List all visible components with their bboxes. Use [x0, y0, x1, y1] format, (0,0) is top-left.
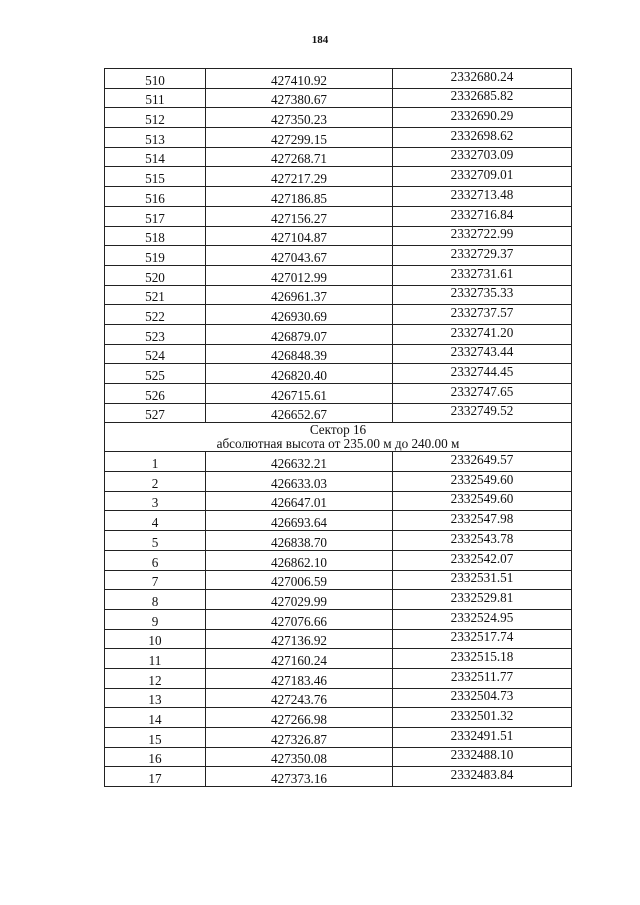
sector-header-row	[105, 423, 572, 452]
y-coordinate-cell	[393, 728, 572, 748]
point-number-cell	[105, 511, 206, 531]
x-coordinate-cell	[206, 108, 393, 128]
y-coordinate-value: 2332517.74	[450, 629, 514, 645]
y-coordinate-value: 2332504.73	[450, 688, 514, 704]
x-coordinate-cell	[206, 688, 393, 708]
table-row	[105, 747, 572, 767]
point-number-cell	[105, 472, 206, 492]
point-number-value: 512	[145, 112, 165, 128]
y-coordinate-cell	[393, 246, 572, 266]
x-coordinate-cell	[206, 206, 393, 226]
table-row	[105, 246, 572, 266]
point-number-cell	[105, 403, 206, 423]
x-coordinate-cell	[206, 472, 393, 492]
x-coordinate-value: 426647.01	[270, 495, 328, 511]
y-coordinate-cell	[393, 403, 572, 423]
x-coordinate-cell	[206, 305, 393, 325]
y-coordinate-cell	[393, 491, 572, 511]
point-number-cell	[105, 747, 206, 767]
y-coordinate-value: 2332731.61	[450, 265, 514, 281]
y-coordinate-value: 2332685.82	[450, 88, 514, 104]
point-number-cell	[105, 344, 206, 364]
y-coordinate-cell	[393, 531, 572, 551]
table-row	[105, 649, 572, 669]
x-coordinate-cell	[206, 403, 393, 423]
x-coordinate-value: 427268.71	[270, 151, 328, 167]
y-coordinate-cell	[393, 88, 572, 108]
x-coordinate-value: 427076.66	[270, 613, 328, 629]
y-coordinate-value: 2332690.29	[450, 108, 514, 124]
y-coordinate-cell	[393, 187, 572, 207]
point-number-cell	[105, 364, 206, 384]
y-coordinate-cell	[393, 69, 572, 89]
y-coordinate-cell	[393, 649, 572, 669]
x-coordinate-value: 426838.70	[270, 534, 328, 550]
x-coordinate-cell	[206, 629, 393, 649]
y-coordinate-value: 2332737.57	[450, 304, 514, 320]
table-row	[105, 629, 572, 649]
y-coordinate-cell	[393, 108, 572, 128]
y-coordinate-value: 2332722.99	[450, 226, 514, 242]
table-row	[105, 728, 572, 748]
y-coordinate-value: 2332547.98	[450, 511, 514, 527]
x-coordinate-value: 427012.99	[270, 269, 328, 285]
y-coordinate-value: 2332747.65	[450, 383, 514, 399]
x-coordinate-value: 426632.21	[270, 456, 328, 472]
x-coordinate-value: 427160.24	[270, 652, 328, 668]
table-row	[105, 167, 572, 187]
point-number-cell	[105, 649, 206, 669]
y-coordinate-cell	[393, 472, 572, 492]
point-number-value: 519	[145, 249, 165, 265]
table-row	[105, 403, 572, 423]
y-coordinate-value: 2332524.95	[450, 609, 514, 625]
x-coordinate-value: 427380.67	[270, 92, 328, 108]
x-coordinate-value: 427029.99	[270, 593, 328, 609]
y-coordinate-cell	[393, 364, 572, 384]
x-coordinate-value: 426652.67	[270, 407, 328, 423]
y-coordinate-value: 2332649.57	[450, 452, 514, 468]
point-number-value: 5	[151, 534, 159, 550]
point-number-cell	[105, 728, 206, 748]
y-coordinate-value: 2332698.62	[450, 127, 514, 143]
x-coordinate-cell	[206, 226, 393, 246]
point-number-value: 15	[148, 731, 162, 747]
x-coordinate-cell	[206, 324, 393, 344]
y-coordinate-cell	[393, 550, 572, 570]
x-coordinate-cell	[206, 167, 393, 187]
point-number-value: 17	[148, 771, 162, 787]
point-number-value: 7	[151, 574, 159, 590]
point-number-value: 13	[148, 692, 162, 708]
point-number-cell	[105, 246, 206, 266]
point-number-value: 524	[145, 348, 165, 364]
table-row	[105, 767, 572, 787]
point-number-cell	[105, 550, 206, 570]
point-number-value: 6	[151, 554, 159, 570]
table-row	[105, 550, 572, 570]
point-number-value: 525	[145, 368, 165, 383]
point-number-value: 1	[151, 456, 159, 472]
point-number-value: 9	[151, 613, 159, 629]
y-coordinate-value: 2332491.51	[450, 727, 514, 743]
point-number-cell	[105, 590, 206, 610]
y-coordinate-value: 2332549.60	[450, 471, 514, 487]
table-row	[105, 452, 572, 472]
point-number-cell	[105, 285, 206, 305]
x-coordinate-value: 426862.10	[270, 554, 328, 570]
x-coordinate-value: 427183.46	[270, 672, 328, 688]
table-row	[105, 590, 572, 610]
table-row	[105, 285, 572, 305]
y-coordinate-value: 2332735.33	[450, 285, 514, 301]
point-number-cell	[105, 265, 206, 285]
point-number-value: 510	[145, 72, 165, 88]
point-number-value: 526	[145, 387, 165, 403]
y-coordinate-value: 2332543.78	[450, 530, 514, 546]
y-coordinate-value: 2332549.60	[450, 491, 514, 507]
x-coordinate-cell	[206, 344, 393, 364]
table-row	[105, 324, 572, 344]
point-number-cell	[105, 167, 206, 187]
x-coordinate-value: 427350.08	[270, 751, 328, 767]
x-coordinate-value: 427043.67	[270, 249, 328, 265]
point-number-cell	[105, 384, 206, 404]
table-row	[105, 472, 572, 492]
point-number-cell	[105, 128, 206, 148]
point-number-cell	[105, 609, 206, 629]
point-number-cell	[105, 187, 206, 207]
x-coordinate-cell	[206, 590, 393, 610]
y-coordinate-cell	[393, 747, 572, 767]
y-coordinate-cell	[393, 452, 572, 472]
x-coordinate-cell	[206, 69, 393, 89]
y-coordinate-value: 2332709.01	[450, 167, 514, 183]
point-number-value: 522	[145, 308, 165, 324]
point-number-cell	[105, 491, 206, 511]
point-number-value: 11	[148, 652, 162, 668]
table-row	[105, 708, 572, 728]
point-number-value: 516	[145, 190, 165, 206]
y-coordinate-value: 2332743.44	[450, 344, 514, 360]
x-coordinate-value: 427299.15	[270, 131, 328, 147]
point-number-value: 2	[151, 475, 159, 491]
table-body-previous-sector	[105, 69, 572, 423]
table-row	[105, 88, 572, 108]
y-coordinate-value: 2332511.77	[450, 668, 514, 684]
y-coordinate-value: 2332529.81	[450, 589, 514, 605]
point-number-value: 523	[145, 328, 165, 344]
x-coordinate-value: 427266.98	[270, 712, 328, 727]
y-coordinate-cell	[393, 688, 572, 708]
y-coordinate-value: 2332542.07	[450, 550, 514, 566]
point-number-cell	[105, 767, 206, 787]
x-coordinate-value: 427243.76	[270, 692, 328, 708]
y-coordinate-cell	[393, 305, 572, 325]
y-coordinate-value: 2332531.51	[450, 570, 514, 586]
x-coordinate-value: 427410.92	[270, 72, 328, 88]
x-coordinate-value: 427350.23	[270, 112, 328, 128]
x-coordinate-cell	[206, 531, 393, 551]
x-coordinate-value: 426930.69	[270, 308, 328, 324]
y-coordinate-value: 2332703.09	[450, 147, 514, 163]
x-coordinate-cell	[206, 364, 393, 384]
x-coordinate-value: 426820.40	[270, 368, 328, 383]
y-coordinate-value: 2332483.84	[450, 767, 514, 783]
point-number-value: 517	[145, 210, 165, 226]
point-number-value: 514	[145, 151, 165, 167]
x-coordinate-cell	[206, 265, 393, 285]
point-number-value: 515	[145, 171, 165, 187]
point-number-cell	[105, 531, 206, 551]
table-row	[105, 147, 572, 167]
y-coordinate-cell	[393, 511, 572, 531]
x-coordinate-cell	[206, 609, 393, 629]
y-coordinate-cell	[393, 285, 572, 305]
point-number-value: 518	[145, 230, 165, 246]
point-number-cell	[105, 668, 206, 688]
point-number-cell	[105, 69, 206, 89]
x-coordinate-value: 426693.64	[270, 515, 328, 531]
x-coordinate-cell	[206, 187, 393, 207]
table-row	[105, 384, 572, 404]
point-number-cell	[105, 570, 206, 590]
point-number-value: 3	[151, 495, 159, 511]
y-coordinate-cell	[393, 767, 572, 787]
y-coordinate-cell	[393, 206, 572, 226]
x-coordinate-value: 427006.59	[270, 574, 328, 590]
point-number-value: 521	[145, 289, 165, 305]
table-row	[105, 364, 572, 384]
table-row	[105, 69, 572, 89]
point-number-value: 16	[148, 751, 162, 767]
x-coordinate-cell	[206, 570, 393, 590]
sector-subtitle: абсолютная высота от 235.00 м до 240.00 м	[216, 436, 460, 452]
table-row	[105, 491, 572, 511]
x-coordinate-value: 427104.87	[270, 230, 328, 246]
point-number-value: 12	[148, 672, 162, 688]
x-coordinate-value: 427186.85	[270, 190, 328, 206]
point-number-value: 14	[148, 712, 162, 727]
x-coordinate-cell	[206, 491, 393, 511]
x-coordinate-cell	[206, 668, 393, 688]
y-coordinate-value: 2332744.45	[450, 364, 514, 379]
point-number-cell	[105, 226, 206, 246]
x-coordinate-cell	[206, 384, 393, 404]
point-number-value: 513	[145, 131, 165, 147]
sector-header-section	[105, 423, 572, 452]
y-coordinate-cell	[393, 570, 572, 590]
page-number: 184	[311, 34, 329, 46]
sector-title: Сектор 16	[309, 422, 367, 438]
y-coordinate-cell	[393, 590, 572, 610]
point-number-cell	[105, 206, 206, 226]
x-coordinate-cell	[206, 708, 393, 728]
y-coordinate-value: 2332713.48	[450, 186, 514, 202]
table-row	[105, 344, 572, 364]
x-coordinate-value: 427136.92	[270, 633, 328, 649]
y-coordinate-value: 2332680.24	[450, 68, 514, 84]
y-coordinate-value: 2332515.18	[450, 648, 514, 664]
y-coordinate-cell	[393, 344, 572, 364]
point-number-value: 527	[145, 407, 165, 423]
table-row	[105, 187, 572, 207]
x-coordinate-cell	[206, 550, 393, 570]
point-number-cell	[105, 324, 206, 344]
y-coordinate-value: 2332716.84	[450, 206, 514, 222]
x-coordinate-cell	[206, 649, 393, 669]
point-number-cell	[105, 629, 206, 649]
point-number-cell	[105, 108, 206, 128]
coordinates-table	[104, 68, 572, 787]
y-coordinate-cell	[393, 668, 572, 688]
x-coordinate-cell	[206, 285, 393, 305]
y-coordinate-cell	[393, 147, 572, 167]
y-coordinate-cell	[393, 167, 572, 187]
table-row	[105, 128, 572, 148]
x-coordinate-cell	[206, 728, 393, 748]
x-coordinate-cell	[206, 511, 393, 531]
x-coordinate-value: 427217.29	[270, 171, 328, 187]
point-number-cell	[105, 88, 206, 108]
point-number-value: 511	[145, 92, 165, 108]
point-number-cell	[105, 147, 206, 167]
y-coordinate-cell	[393, 324, 572, 344]
y-coordinate-cell	[393, 226, 572, 246]
point-number-value: 4	[151, 515, 159, 531]
point-number-value: 10	[148, 633, 162, 649]
x-coordinate-cell	[206, 452, 393, 472]
y-coordinate-cell	[393, 708, 572, 728]
table-row	[105, 206, 572, 226]
x-coordinate-cell	[206, 246, 393, 266]
x-coordinate-value: 426715.61	[270, 387, 328, 403]
table-body-sector-16	[105, 452, 572, 787]
point-number-cell	[105, 688, 206, 708]
x-coordinate-cell	[206, 88, 393, 108]
sector-header-cell	[105, 423, 572, 452]
point-number-value: 8	[151, 593, 159, 609]
point-number-cell	[105, 708, 206, 728]
x-coordinate-value: 427373.16	[270, 771, 328, 787]
x-coordinate-cell	[206, 747, 393, 767]
y-coordinate-value: 2332749.52	[450, 403, 514, 419]
x-coordinate-value: 426633.03	[270, 475, 328, 491]
table-row	[105, 570, 572, 590]
x-coordinate-cell	[206, 767, 393, 787]
y-coordinate-cell	[393, 128, 572, 148]
x-coordinate-value: 426848.39	[270, 348, 328, 364]
y-coordinate-cell	[393, 629, 572, 649]
x-coordinate-value: 426961.37	[270, 289, 328, 305]
point-number-cell	[105, 452, 206, 472]
x-coordinate-cell	[206, 147, 393, 167]
y-coordinate-value: 2332501.32	[450, 708, 514, 723]
y-coordinate-cell	[393, 609, 572, 629]
x-coordinate-value: 427156.27	[270, 210, 328, 226]
table-row	[105, 531, 572, 551]
y-coordinate-value: 2332488.10	[450, 747, 514, 763]
y-coordinate-cell	[393, 384, 572, 404]
x-coordinate-value: 426879.07	[270, 328, 328, 344]
point-number-cell	[105, 305, 206, 325]
table-row	[105, 265, 572, 285]
x-coordinate-value: 427326.87	[270, 731, 328, 747]
table-row	[105, 688, 572, 708]
table-row	[105, 226, 572, 246]
table-row	[105, 108, 572, 128]
table-row	[105, 511, 572, 531]
y-coordinate-value: 2332729.37	[450, 245, 514, 261]
x-coordinate-cell	[206, 128, 393, 148]
table-row	[105, 305, 572, 325]
y-coordinate-cell	[393, 265, 572, 285]
y-coordinate-value: 2332741.20	[450, 324, 514, 340]
table-row	[105, 668, 572, 688]
point-number-value: 520	[145, 269, 165, 285]
table-row	[105, 609, 572, 629]
